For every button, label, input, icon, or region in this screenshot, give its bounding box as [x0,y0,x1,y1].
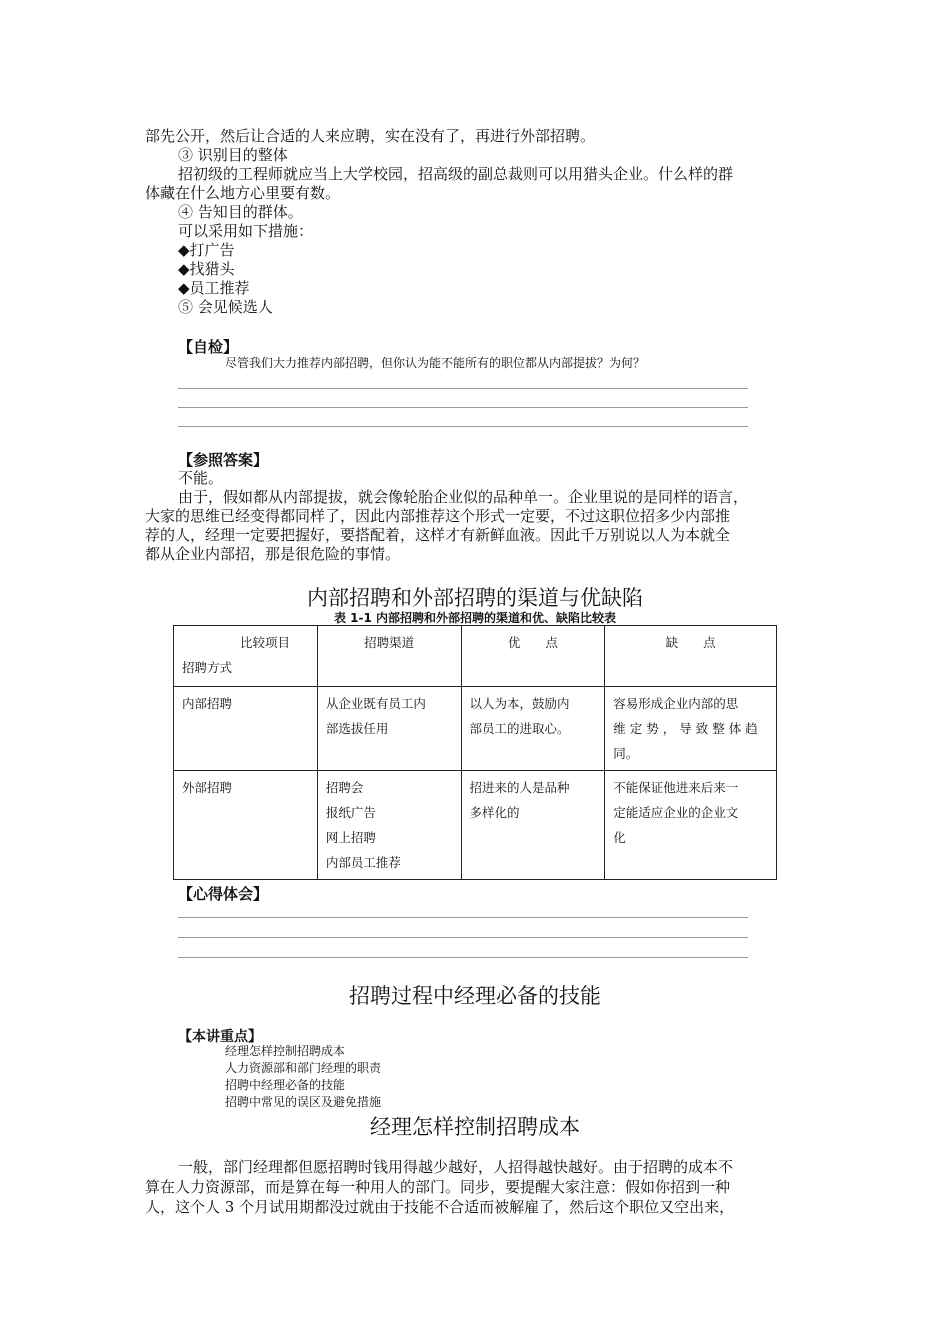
cons-line: 容易形成企业内部的思 [613,696,739,711]
row-method: 外部招聘 [174,771,318,880]
answer-line [178,937,748,938]
row-method: 内部招聘 [174,687,318,771]
key-point-item: 经理怎样控制招聘成本 [225,1044,346,1058]
key-point-item: 招聘中经理必备的技能 [225,1078,346,1092]
row-cons [605,687,777,771]
key-point-item: 招聘中常见的误区及避免措施 [225,1095,382,1109]
row-cons [605,771,777,880]
section-title: 经理怎样控制招聘成本 [370,1115,580,1139]
channel-line: 内部员工推荐 [325,855,401,870]
channel-line: 报纸广告 [325,805,376,820]
header-recruit-method: 招聘方式 [182,660,233,675]
table-row [174,771,777,880]
pros-line: 以人为本，鼓励内 [469,696,570,711]
key-points-heading: 【本讲重点】 [178,1029,262,1045]
cons-line: 定能适应企业的企业文 [613,805,739,820]
answer-line [178,917,748,918]
self-check-heading: 【自检】 [178,338,239,356]
channel-line: 招聘会 [325,780,364,795]
header-cell-diagonal [174,626,318,687]
paragraph-line: 人，这个人 3 个月试用期都没过就由于技能不合适而被解雇了，然后这个职位又空出来， [145,1198,735,1216]
item4-heading: ④ 告知目的群体。 [178,203,303,221]
measure-item: ◆打广告 [178,241,235,259]
answer-line-text: 都从企业内部招，那是很危险的事情。 [145,545,401,563]
cons-line: 化 [613,830,626,845]
answer-line-text: 由于，假如都从内部提拔，就会像轮胎企业似的品种单一。企业里说的是同样的语言， [178,488,749,506]
header-pros: 优 点 [461,626,605,687]
cons-line: 维定势，导致整体趋 [613,721,762,736]
row-channels [317,687,461,771]
pros-line: 招进来的人是品种 [469,780,570,795]
row-channels [317,771,461,880]
measure-item: ◆员工推荐 [178,279,250,297]
answer-line-text: 荐的人，经理一定要把握好，要搭配着，这样才有新鲜血液。因此千万别说以人为本就全 [145,526,731,544]
item3-heading: ③ 识别目的整体 [178,146,288,164]
table-row [174,687,777,771]
answer-line [178,388,748,389]
paragraph-line: 体藏在什么地方心里要有数。 [145,184,341,202]
pros-line: 部员工的进取心。 [469,721,570,736]
paragraph-line: 招初级的工程师就应当上大学校园，招高级的副总裁则可以用猎头企业。什么样的群 [178,165,734,183]
answer-heading: 【参照答案】 [178,451,269,469]
table-caption: 表 1-1 内部招聘和外部招聘的渠道和优、缺陷比较表 [333,611,617,625]
comparison-table [173,625,777,880]
row-pros [461,771,605,880]
cons-line: 同。 [613,746,639,761]
answer-line [178,426,748,427]
header-cons: 缺 点 [605,626,777,687]
item5-heading: ⑤ 会见候选人 [178,298,273,316]
key-point-item: 人力资源部和部门经理的职责 [225,1061,382,1075]
measures-intro: 可以采用如下措施： [178,222,314,240]
answer-line [178,407,748,408]
channel-line: 网上招聘 [325,830,376,845]
header-channel: 招聘渠道 [317,626,461,687]
row-pros [461,687,605,771]
answer-short: 不能。 [178,469,224,487]
table-header-row [174,626,777,687]
self-check-question: 尽管我们大力推荐内部招聘，但你认为能不能所有的职位都从内部提拔？为何？ [225,356,646,370]
paragraph-line: 一般，部门经理都但愿招聘时钱用得越少越好，人招得越快越好。由于招聘的成本不 [178,1158,734,1176]
pros-line: 多样化的 [469,805,520,820]
paragraph-line: 部先公开，然后让合适的人来应聘，实在没有了，再进行外部招聘。 [145,127,596,145]
answer-line-text: 大家的思维已经变得都同样了，因此内部推荐这个形式一定要，不过这职位招多少内部推 [145,507,731,525]
paragraph-line: 算在人力资源部，而是算在每一种用人的部门。同步，要提醒大家注意：假如你招到一种 [145,1178,731,1196]
answer-line [178,957,748,958]
cons-line: 不能保证他进来后来一 [613,780,739,795]
channel-line: 部选拔任用 [325,721,389,736]
section-title: 内部招聘和外部招聘的渠道与优缺陷 [307,586,643,610]
section-title: 招聘过程中经理必备的技能 [349,984,601,1008]
header-compare-item: 比较项目 [240,635,291,650]
channel-line: 从企业既有员工内 [325,696,426,711]
reflection-heading: 【心得体会】 [178,885,269,903]
measure-item: ◆找猎头 [178,260,235,278]
